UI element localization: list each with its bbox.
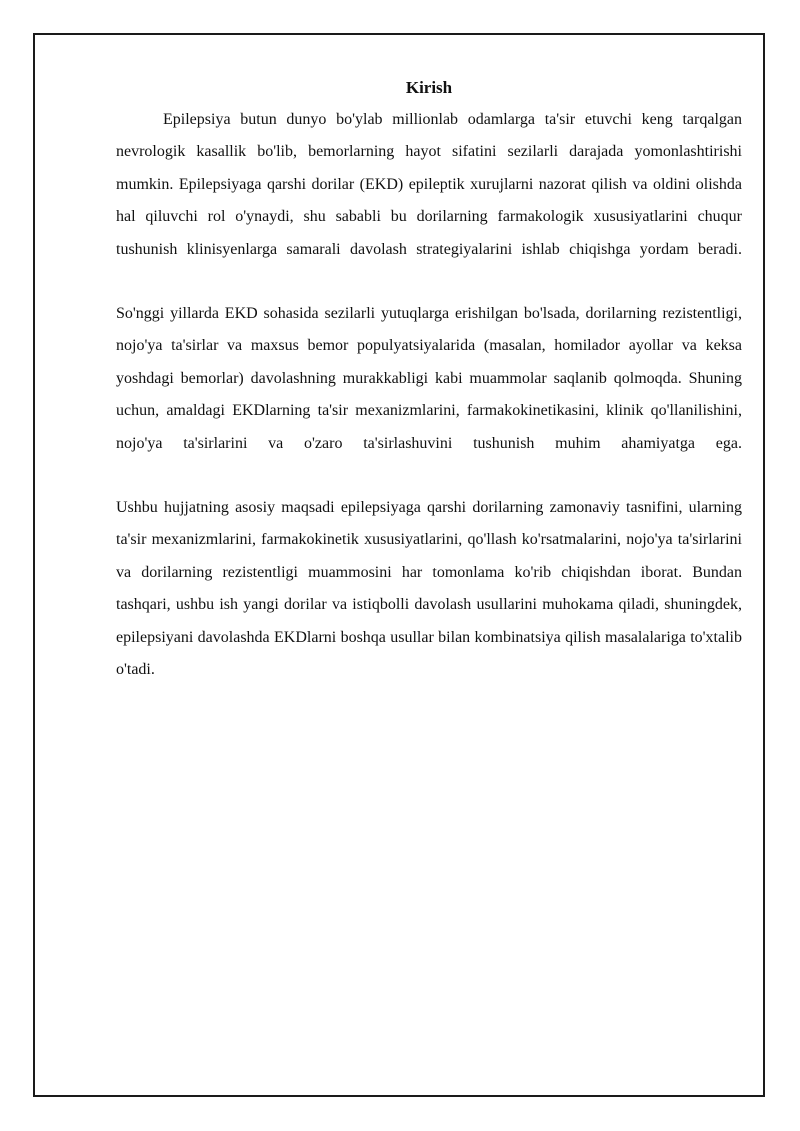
paragraph-spacer <box>116 266 742 298</box>
paragraph-intro: Epilepsiya butun dunyo bo'ylab millionlab odamlarga ta'sir etuvchi keng tarqalgan nevrologik kasallik bo'lib, bemorlarning hayot sifatini sezilarli darajada yomonlashtirishi mumkin. Epilepsiyaga qarshi dorilar (EKD) epileptik xurujlarni nazorat qilish va oldini olishda hal qiluvchi rol o'ynaydi, shu sababli bu dorilarning farmakologik xususiyatlarini chuqur tushunish klinisyenlarga samarali davolash strategiyalarini ishlab chiqishga yordam beradi. <box>116 111 742 258</box>
paragraph-challenges: So'nggi yillarda EKD sohasida sezilarli yutuqlarga erishilgan bo'lsada, dorilarning rezistentligi, nojo'ya ta'sirlar va maxsus bemor populyatsiyalarida (masalan, homilador ayollar va keksa yoshdagi bemorlar) davolashning murakkabligi kabi muammolar saqlanib qolmoqda. Shuning uchun, amaldagi EKDlarning ta'sir mexanizmlarini, farmakokinetikasini, klinik qo'llanilishini, nojo'ya ta'sirlarini va o'zaro ta'sirlashuvini tushunish muhim ahamiyatga ega. <box>116 305 742 452</box>
paragraph-spacer <box>116 460 742 492</box>
page-title: Kirish <box>405 78 453 97</box>
document-body <box>116 76 742 687</box>
paragraph-aim: Ushbu hujjatning asosiy maqsadi epilepsiyaga qarshi dorilarning zamonaviy tasnifini, ularning ta'sir mexanizmlarini, farmakokinetik xususiyatlarini, qo'llash ko'rsatmalarini, nojo'ya ta'sirlarini va dorilarning rezistentligi muammosini har tomonlama ko'rib chiqishdan iborat. Bundan tashqari, ushbu ish yangi dorilar va istiqbolli davolash usullarini muhokama qiladi, shuningdek, epilepsiyani davolashda EKDlarni boshqa usullar bilan kombinatsiya qilish masalalariga to'xtalib o'tadi. <box>116 499 742 679</box>
